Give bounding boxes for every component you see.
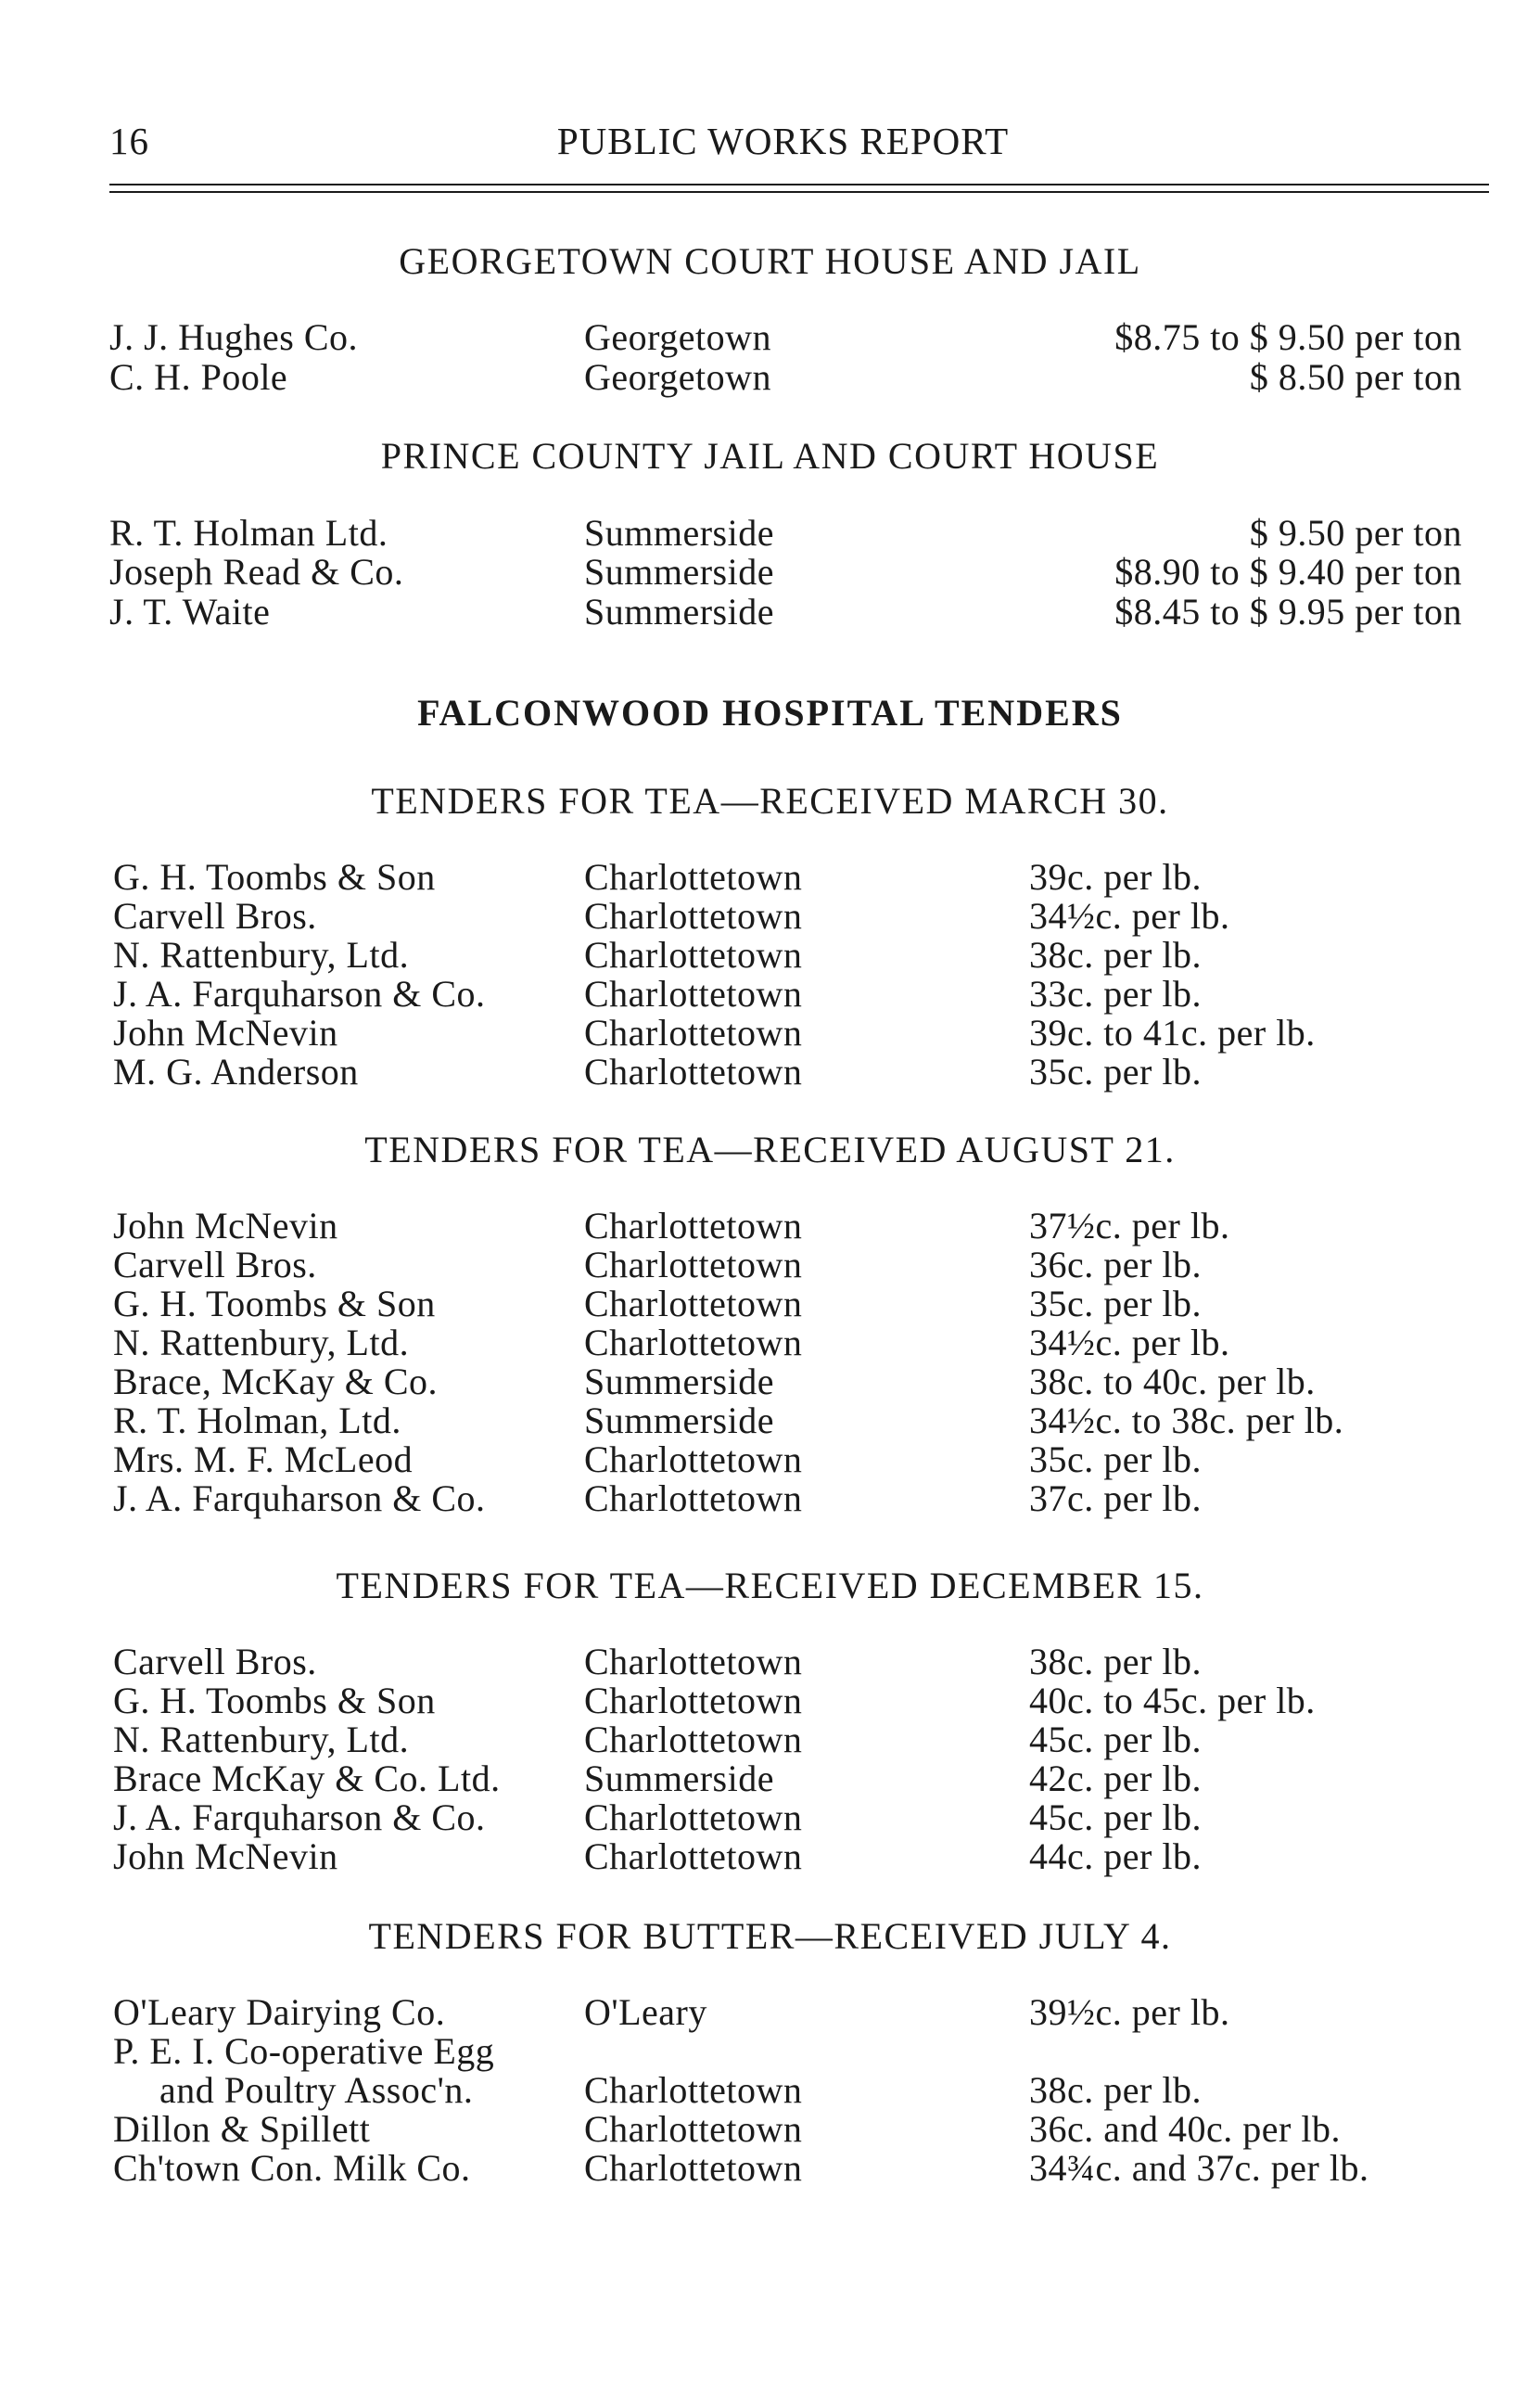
tender-price: 36c. and 40c. per lb.	[1029, 2108, 1341, 2150]
tenderer-name: J. A. Farquharson & Co.	[113, 1796, 486, 1838]
tenderer-name: John McNevin	[113, 1012, 338, 1054]
table-row	[0, 550, 1540, 591]
tenderer-name: Carvell Bros.	[113, 1244, 317, 1285]
section-heading-falconwood: FALCONWOOD HOSPITAL TENDERS	[417, 692, 1123, 734]
tender-price: 38c. per lb.	[1029, 2069, 1202, 2111]
tenderer-name: J. A. Farquharson & Co.	[113, 1477, 486, 1519]
tender-price: 44c. per lb.	[1029, 1835, 1202, 1877]
tenderer-place: Charlottetown	[584, 1641, 803, 1682]
tender-price: 34½c. to 38c. per lb.	[1029, 1400, 1344, 1441]
tenderer-name: John McNevin	[113, 1835, 338, 1877]
table-row	[0, 590, 1540, 631]
tender-price: 33c. per lb.	[1029, 973, 1202, 1015]
tenderer-name: Dillon & Spillett	[113, 2108, 371, 2150]
table-row	[0, 1990, 1540, 2031]
table-row	[0, 2068, 1540, 2109]
tenderer-place: Charlottetown	[584, 1244, 803, 1285]
tenderer-place: Charlottetown	[584, 1012, 803, 1054]
tender-price: 36c. per lb.	[1029, 1244, 1202, 1285]
table-row	[0, 933, 1540, 974]
tenderer-name: Ch'town Con. Milk Co.	[113, 2147, 471, 2189]
running-header	[109, 119, 1457, 165]
tender-price: $ 9.50 per ton	[1249, 512, 1462, 554]
tenderer-name: G. H. Toombs & Son	[113, 1283, 436, 1324]
tenderer-place: Summerside	[584, 1400, 774, 1441]
table-row	[0, 2146, 1540, 2187]
table-row	[0, 1243, 1540, 1284]
tenderer-name: Brace McKay & Co. Ltd.	[113, 1758, 501, 1799]
tender-price: $8.75 to $ 9.50 per ton	[1114, 316, 1462, 358]
tenderer-name: M. G. Anderson	[113, 1051, 359, 1093]
tenderer-name: C. H. Poole	[109, 356, 288, 398]
tenderer-name: N. Rattenbury, Ltd.	[113, 934, 410, 976]
table-row	[0, 1050, 1540, 1091]
tenderer-place: Charlottetown	[584, 1796, 803, 1838]
tender-price: 39c. per lb.	[1029, 856, 1202, 898]
tenderer-place: Charlottetown	[584, 1477, 803, 1519]
table-row	[0, 1204, 1540, 1245]
tenderer-place: Summerside	[584, 591, 774, 633]
tenderer-place: Charlottetown	[584, 1051, 803, 1093]
tenderer-name: and Poultry Assoc'n.	[159, 2069, 474, 2111]
tenderer-name: R. T. Holman, Ltd.	[113, 1400, 401, 1441]
tenderer-place: O'Leary	[584, 1991, 707, 2033]
tender-price: 37½c. per lb.	[1029, 1205, 1230, 1246]
tenderer-name: Carvell Bros.	[113, 1641, 317, 1682]
tender-price: 39c. to 41c. per lb.	[1029, 1012, 1316, 1054]
table-row	[0, 511, 1540, 552]
table-row	[0, 1757, 1540, 1797]
tenderer-place: Charlottetown	[584, 1438, 803, 1480]
table-row	[0, 1679, 1540, 1719]
tenderer-name: R. T. Holman Ltd.	[109, 512, 388, 554]
tenderer-place: Charlottetown	[584, 1835, 803, 1877]
tenderer-place: Charlottetown	[584, 1719, 803, 1760]
tenderer-place: Summerside	[584, 1758, 774, 1799]
table-row	[0, 1282, 1540, 1323]
table-row	[0, 1321, 1540, 1361]
section-heading-prince-county: PRINCE COUNTY JAIL AND COURT HOUSE	[380, 435, 1160, 477]
tender-price: 35c. per lb.	[1029, 1438, 1202, 1480]
table-row	[0, 894, 1540, 935]
tender-price: 38c. to 40c. per lb.	[1029, 1361, 1316, 1402]
table-row	[0, 1360, 1540, 1400]
report-title: PUBLIC WORKS REPORT	[556, 120, 1010, 162]
tenderer-place: Charlottetown	[584, 1322, 803, 1363]
table-row	[0, 315, 1540, 356]
tenderer-name: Brace, McKay & Co.	[113, 1361, 439, 1402]
table-row	[0, 1640, 1540, 1681]
table-row	[0, 1011, 1540, 1052]
section-heading-tea-december: TENDERS FOR TEA—RECEIVED DECEMBER 15.	[336, 1565, 1204, 1606]
table-row	[0, 855, 1540, 896]
tender-price: 38c. per lb.	[1029, 1641, 1202, 1682]
tender-price: $8.90 to $ 9.40 per ton	[1114, 551, 1462, 593]
table-row	[0, 1399, 1540, 1439]
tenderer-place: Charlottetown	[584, 895, 803, 937]
section-heading-tea-august: TENDERS FOR TEA—RECEIVED AUGUST 21.	[364, 1129, 1176, 1170]
tender-price: 45c. per lb.	[1029, 1719, 1202, 1760]
tender-price: 42c. per lb.	[1029, 1758, 1202, 1799]
tenderer-name: P. E. I. Co-operative Egg	[113, 2030, 495, 2072]
table-row	[0, 1796, 1540, 1836]
section-heading-butter-july: TENDERS FOR BUTTER—RECEIVED JULY 4.	[368, 1915, 1172, 1957]
tender-price: 35c. per lb.	[1029, 1051, 1202, 1093]
table-row	[0, 1834, 1540, 1875]
tender-price: 39½c. per lb.	[1029, 1991, 1230, 2033]
tenderer-place: Charlottetown	[584, 1680, 803, 1721]
tenderer-name: O'Leary Dairying Co.	[113, 1991, 446, 2033]
tenderer-name: J. T. Waite	[109, 591, 271, 633]
tenderer-place: Charlottetown	[584, 2069, 803, 2111]
table-row	[0, 1476, 1540, 1517]
tender-price: $8.45 to $ 9.95 per ton	[1114, 591, 1462, 633]
tenderer-name: G. H. Toombs & Son	[113, 856, 436, 898]
tender-price: 40c. to 45c. per lb.	[1029, 1680, 1316, 1721]
table-row	[0, 2107, 1540, 2148]
tenderer-name: J. J. Hughes Co.	[109, 316, 359, 358]
tenderer-place: Charlottetown	[584, 2108, 803, 2150]
header-rule-bottom	[109, 191, 1489, 193]
tender-price: 35c. per lb.	[1029, 1283, 1202, 1324]
tenderer-place: Charlottetown	[584, 856, 803, 898]
tender-price: 34½c. per lb.	[1029, 895, 1230, 937]
header-rule-top	[109, 184, 1489, 185]
tenderer-place: Georgetown	[584, 356, 771, 398]
tenderer-name: G. H. Toombs & Son	[113, 1680, 436, 1721]
tenderer-place: Charlottetown	[584, 1283, 803, 1324]
tender-price: 38c. per lb.	[1029, 934, 1202, 976]
tenderer-place: Charlottetown	[584, 1205, 803, 1246]
tenderer-name: N. Rattenbury, Ltd.	[113, 1719, 410, 1760]
tenderer-name: N. Rattenbury, Ltd.	[113, 1322, 410, 1363]
tenderer-place: Charlottetown	[584, 934, 803, 976]
tenderer-place: Summerside	[584, 1361, 774, 1402]
tenderer-name: J. A. Farquharson & Co.	[113, 973, 486, 1015]
tenderer-name: Joseph Read & Co.	[109, 551, 404, 593]
page-number: 16	[109, 120, 149, 162]
tenderer-place: Summerside	[584, 551, 774, 593]
table-row	[0, 972, 1540, 1013]
tender-price: $ 8.50 per ton	[1249, 356, 1462, 398]
tenderer-name: Carvell Bros.	[113, 895, 317, 937]
tenderer-place: Charlottetown	[584, 2147, 803, 2189]
tender-price: 34½c. per lb.	[1029, 1322, 1230, 1363]
table-row	[0, 355, 1540, 396]
tenderer-name: John McNevin	[113, 1205, 338, 1246]
table-row	[0, 1718, 1540, 1758]
section-heading-georgetown: GEORGETOWN COURT HOUSE AND JAIL	[399, 240, 1141, 282]
tender-price: 37c. per lb.	[1029, 1477, 1202, 1519]
tenderer-place: Georgetown	[584, 316, 771, 358]
table-row	[0, 1438, 1540, 1478]
tender-price: 34¾c. and 37c. per lb.	[1029, 2147, 1369, 2189]
tenderer-place: Charlottetown	[584, 973, 803, 1015]
section-heading-tea-march: TENDERS FOR TEA—RECEIVED MARCH 30.	[371, 780, 1169, 822]
table-row	[0, 2029, 1540, 2070]
tenderer-name: Mrs. M. F. McLeod	[113, 1438, 414, 1480]
tenderer-place: Summerside	[584, 512, 774, 554]
tender-price: 45c. per lb.	[1029, 1796, 1202, 1838]
